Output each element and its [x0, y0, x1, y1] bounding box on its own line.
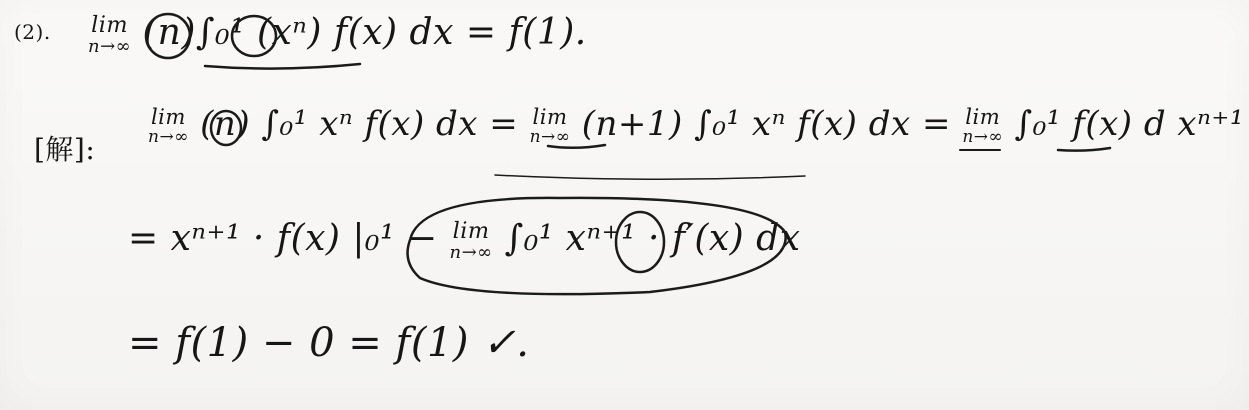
- step1-limit-a: [148, 103, 189, 148]
- step1-lim-b-top: lim: [532, 103, 568, 129]
- problem-number: (2).: [14, 20, 51, 44]
- step1-lim-a-bottom: n→∞: [148, 127, 189, 148]
- step1-limit-c: [962, 103, 1004, 148]
- step2-expression-a: = xⁿ⁺¹ · f(x) |₀¹ −: [128, 218, 438, 259]
- problem-statement: [88, 12, 587, 56]
- step1-expression-b: (n+1) ∫₀¹ xⁿ f(x) dx =: [581, 104, 951, 144]
- step1-lim-a-top: lim: [150, 103, 186, 129]
- step2-lim-bottom: n→∞: [449, 242, 493, 264]
- solution-step-2: [128, 218, 801, 262]
- problem-expression: (n)∫₀¹ (xⁿ) f(x) dx = f(1).: [143, 12, 587, 53]
- solution-label: [解]:: [34, 133, 96, 166]
- underline-problem: [205, 64, 360, 69]
- problem-limit: [88, 11, 132, 58]
- step2-limit: [449, 217, 493, 264]
- step1-lim-c-top: lim: [965, 103, 1001, 129]
- solution-step-1: [148, 104, 1244, 146]
- underline-xn1: [1058, 148, 1110, 151]
- problem-lim-bottom: n→∞: [88, 36, 132, 58]
- step2-expression-b: ∫₀¹ xⁿ⁺¹ · f′(x) dx: [504, 218, 801, 259]
- problem-lim-top: lim: [91, 11, 129, 38]
- step1-limit-b: [529, 103, 571, 148]
- underline-step1-middle: [495, 175, 805, 179]
- step2-lim-top: lim: [452, 217, 490, 244]
- step1-expression-c: ∫₀¹ f(x) d xⁿ⁺¹: [1014, 104, 1244, 144]
- solution-step-3: = f(1) − 0 = f(1) ✓.: [128, 320, 530, 366]
- step1-lim-b-bottom: n→∞: [529, 127, 571, 148]
- step1-expression-a: (n) ∫₀¹ xⁿ f(x) dx =: [200, 104, 519, 144]
- step1-lim-c-bottom: n→∞: [962, 127, 1004, 148]
